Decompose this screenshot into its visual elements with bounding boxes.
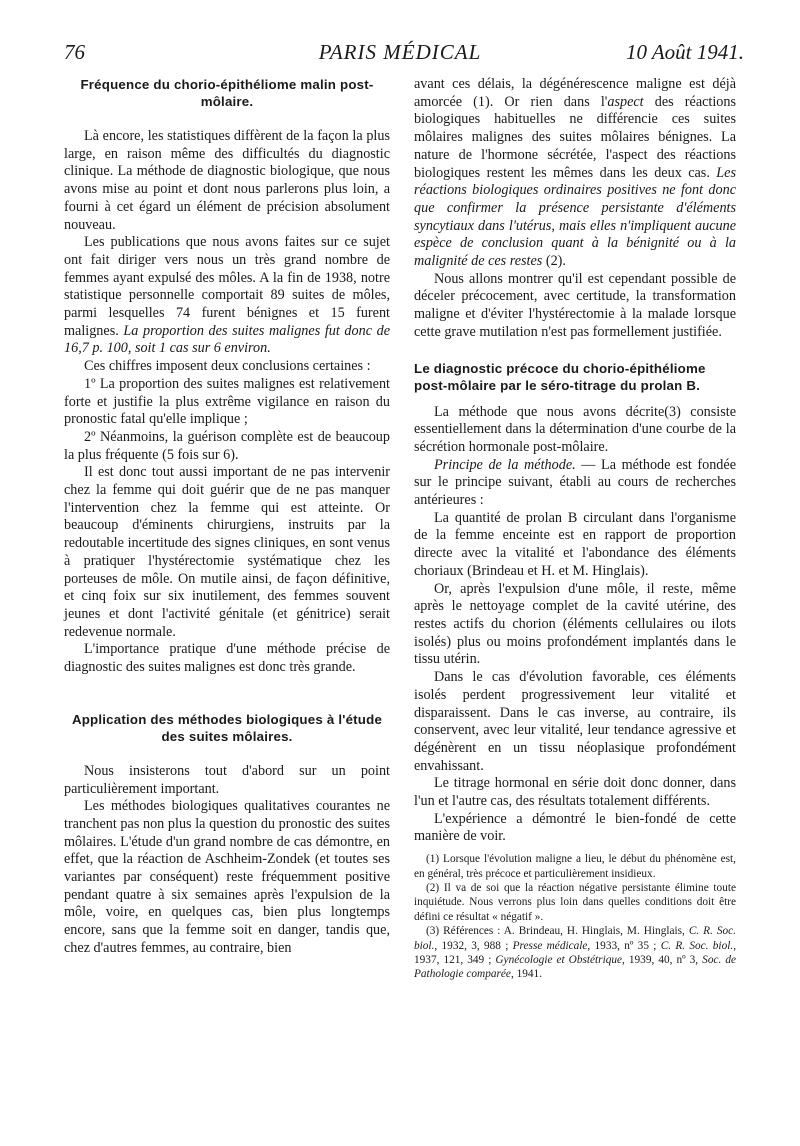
paragraph: Dans le cas d'évolution favorable, ces éléments isolés perdent progressivement leur vitalité et disparaissent. Dans le cas inverse, au contraire, ils conservent, avec leur vitalité, leur tendance agressive et dégénèrent en un tissu néoplasique profondément envahissant. <box>414 669 736 774</box>
paragraph: Là encore, les statistiques diffèrent de la façon la plus large, en raison même des difficultés du diagnostic clinique. La méthode de diagnostic biologique, que nous avons mise au point et dont nous parlerons plus loin, a fourni à cet égard un élément de précision absolument nouveau. <box>64 128 390 233</box>
paragraph: Nous insisterons tout d'abord sur un point particulièrement important. <box>64 762 390 797</box>
issue-date: 10 Août 1941. <box>625 40 744 64</box>
paragraph: La méthode que nous avons décrite(3) consiste essentiellement dans la détermination d'une courbe de la sécrétion hormonale post-môlaire. <box>414 403 736 455</box>
section-heading-frequency: Fréquence du chorio-épithéliome malin post-môlaire. <box>80 77 374 109</box>
section-heading-diagnostic: Le diagnostic précoce du chorio-épithéliome post-môlaire par le séro-titrage du prolan B. <box>414 360 706 393</box>
paragraph: L'importance pratique d'une méthode précise de diagnostic des suites malignes est donc très grande. <box>64 641 390 676</box>
page-number: 76 <box>64 40 85 64</box>
paragraph: Or, après l'expulsion d'une môle, il reste, même après le nettoyage complet de la cavité utérine, des restes actifs du chorion (éléments cellulaires ou ilots isolés) plus ou moins profondément implantés dans le tissu utérin. <box>414 580 736 668</box>
paragraph: La quantité de prolan B circulant dans l'organisme de la femme enceinte est en rapport de proportion directe avec la vitalité et l'abondance des éléments choriaux (Brindeau et H. et M. Hinglais). <box>414 509 736 579</box>
footnote: (2) Il va de soi que la réaction négative persistante élimine toute inquiétude. Nous verrons plus loin dans quelles conditions doit être défini ce résultat « négatif ». <box>414 881 736 923</box>
footnote: (3) Références : A. Brindeau, H. Hinglais, M. Hinglais, C. R. Soc. biol., 1932, 3, 988 ; Presse médicale, 1933, nº 35 ; C. R. Soc. biol., 1937, 121, 349 ; Gynécologie et Obstétrique, 1939, 40, nº 3, Soc. de Pathologie comparée, 1941. <box>414 925 737 981</box>
paragraph: Principe de la méthode. — La méthode est fondée sur le principe suivant, établi au cours de recherches antérieures : <box>414 456 736 509</box>
paragraph: avant ces délais, la dégénérescence maligne est déjà amorcée (1). Or rien dans l'aspect des réactions biologiques habituelles ne différencie ces suites môlaires malignes des suites môlaires bénignes. La nature de l'hormone sécrétée, l'aspect des réactions biologiques restent les mêmes dans les deux cas. Les réactions biologiques ordinaires positives ne font donc que confirmer la présence persistante d'éléments syncytiaux dans l'utérus, mais elles n'impliquent aucune espèce de conclusion quant à la bénignité ou à la malignité de ces restes (2). <box>414 76 737 270</box>
section-heading-application: Application des méthodes biologiques à l'étude des suites môlaires. <box>71 711 383 744</box>
paragraph: Le titrage hormonal en série doit donc donner, dans l'un et l'autre cas, des résultats totalement différents. <box>414 775 736 810</box>
paragraph: Ces chiffres imposent deux conclusions certaines : <box>84 358 371 375</box>
paragraph: 2º Néanmoins, la guérison complète est de beaucoup la plus fréquente (5 fois sur 6). <box>64 428 390 463</box>
paragraph: Nous allons montrer qu'il est cependant possible de déceler précocement, avec certitude, la transformation maligne et d'éviter l'hystérectomie à la malade lorsque cette grave mutilation n'est pas formellement justifiée. <box>414 270 736 340</box>
footnotes <box>414 852 736 982</box>
paragraph: Les méthodes biologiques qualitatives courantes ne tranchent pas non plus la question du pronostic des suites môlaires. L'étude d'un grand nombre de cas démontre, en effet, que la réaction de Aschheim-Zondek (et toutes ses variantes par conséquent) reste fréquemment positive pendant quatre à six semaines après l'expulsion de la môle, voire, en quelques cas, bien plus longtemps encore, sans que la femme soit en danger, tandis que, chez d'autres femmes, au contraire, bien <box>64 798 390 956</box>
right-column <box>414 76 736 982</box>
left-column <box>64 76 390 958</box>
paragraph: 1º La proportion des suites malignes est relativement forte et justifie la plus extrême vigilance en raison du pronostic fatal qu'elle implique ; <box>64 375 390 428</box>
paragraph: L'expérience a démontré le bien-fondé de cette manière de voir. <box>414 810 736 845</box>
paragraph: Les publications que nous avons faites sur ce sujet ont fait diriger vers nous un très grand nombre de femmes ayant expulsé des môles. A la fin de 1938, notre statistique personnelle comportait 89 suites de môles, parmi lesquelles 74 furent bénignes et 15 furent malignes. La proportion des suites malignes fut donc de 16,7 p. 100, soit 1 cas sur 6 environ. <box>64 234 390 357</box>
journal-title: PARIS MÉDICAL <box>318 40 482 64</box>
footnote: (1) Lorsque l'évolution maligne a lieu, le début du phénomène est, en général, très précoce et particulièrement insidieux. <box>414 853 736 880</box>
paragraph: Il est donc tout aussi important de ne pas intervenir chez la femme qui doit guérir que de ne pas manquer l'intervention chez la femme qui est atteinte. Or beaucoup d'éminents chirurgiens, instruits par la redoutable incertitude des signes cliniques, en sont venus à pratiquer l'hystérectomie systématique chez les porteuses de môle. On mutile ainsi, de façon définitive, et cinq foix sur six inutilement, des femmes souvent jeunes et dont l'activité génitale (et génitrice) serait redevenue normale. <box>64 464 390 640</box>
